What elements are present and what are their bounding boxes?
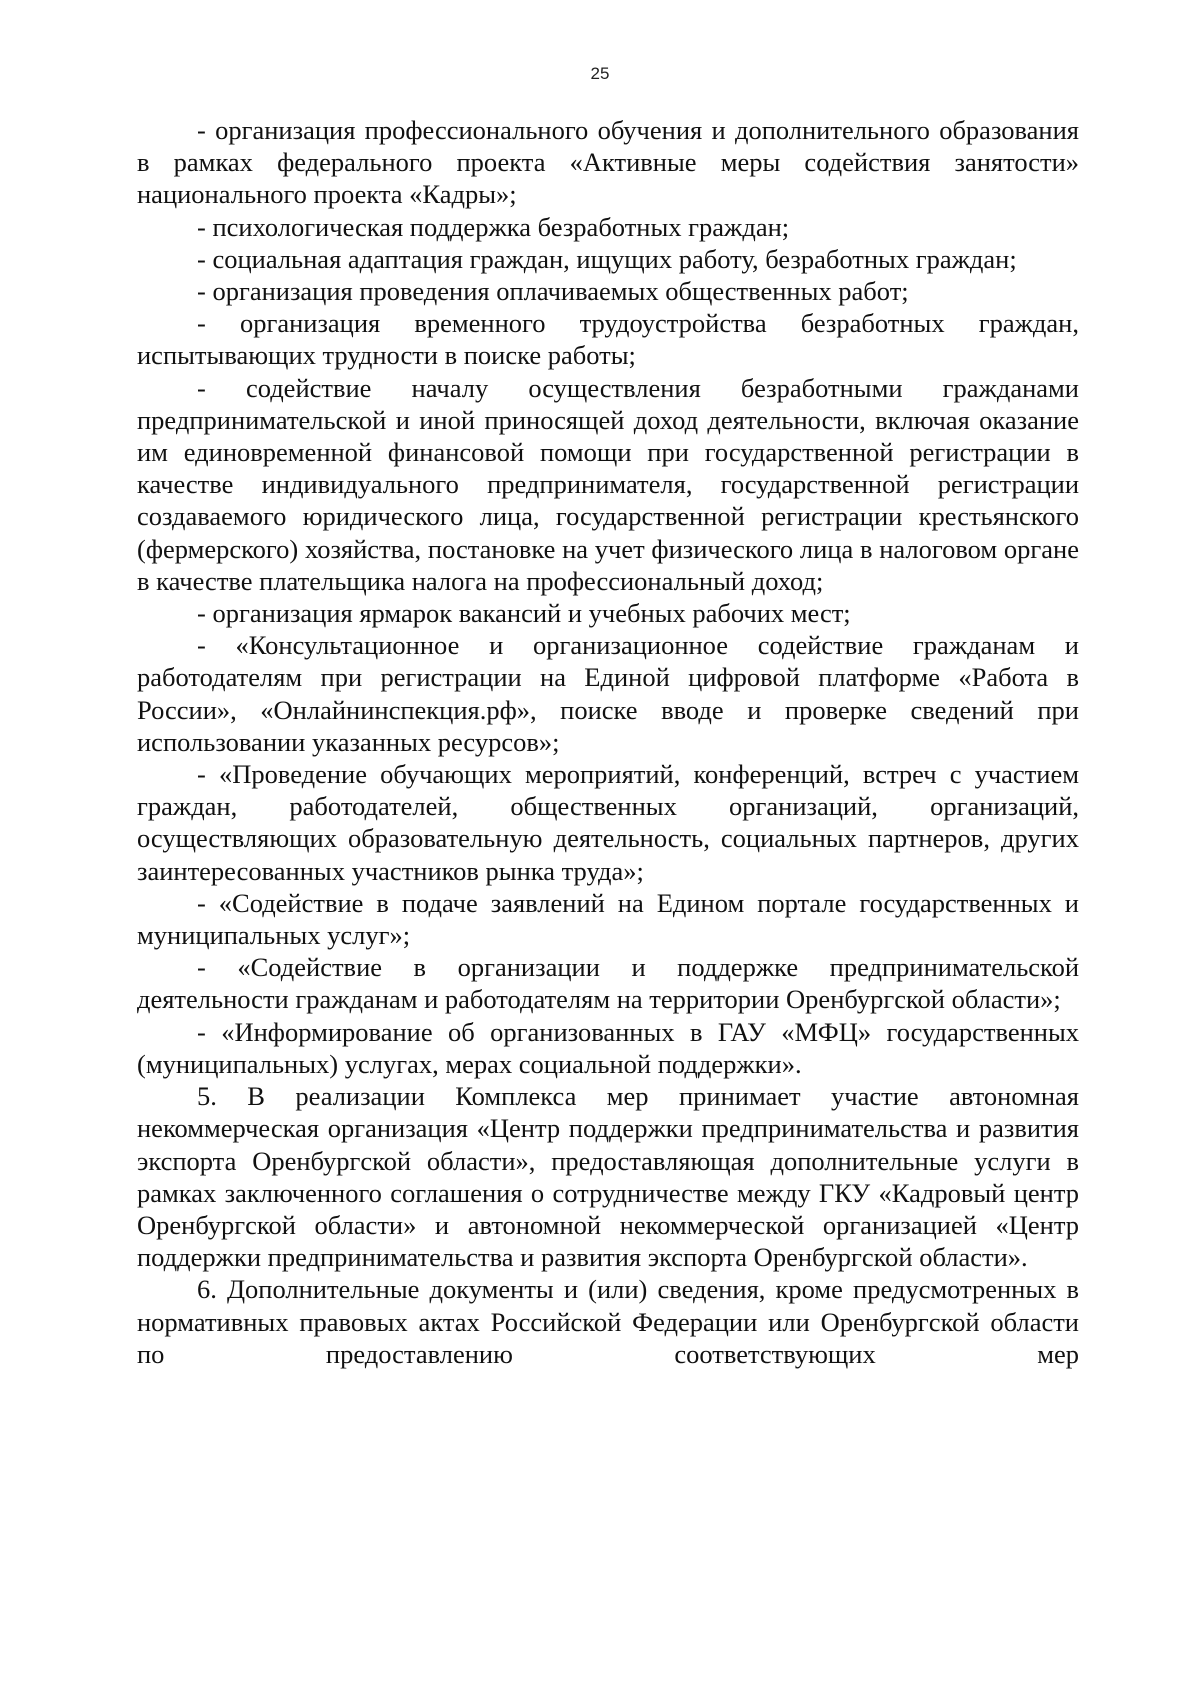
paragraph-public-works: - организация проведения оплачиваемых общественных работ; <box>197 276 909 307</box>
paragraph-public-services-portal: - «Содействие в подаче заявлений на Едином портале государственных и муниципальных услуг»; <box>137 887 1079 951</box>
paragraph-social-adaptation: - социальная адаптация граждан, ищущих работу, безработных граждан; <box>197 243 1017 274</box>
paragraph-business-support: - «Содействие в организации и поддержке предпринимательской деятельности гражданам и работодателям на территории Оренбургской области»; <box>137 952 1079 1015</box>
page-number: 25 <box>590 64 610 83</box>
paragraph-temporary-employment: - организация временного трудоустройства безработных граждан, испытывающих трудности в поиске работы; <box>137 308 1079 371</box>
paragraph-training-events: - «Проведение обучающих мероприятий, конференций, встреч с участием граждан, работодателей, общественных организаций, организаций, осуществляющих образовательную деятельность, социальных партнеров, других заинтересованных участников рынка труда»; <box>137 759 1079 886</box>
paragraph-item-5: 5. В реализации Комплекса мер принимает участие автономная некоммерческая организация «Центр поддержки предпринимательства и развития экспорта Оренбургской области», предоставляющая дополнительные услуги в рамках заключенного соглашения о сотрудничестве между ГКУ «Кадровый центр Оренбургской области» и автономной некоммерческой организацией «Центр поддержки предпринимательства и развития экспорта Оренбургской области». <box>137 1081 1079 1273</box>
paragraph-psychological-support: - психологическая поддержка безработных граждан; <box>197 211 790 242</box>
paragraph-entrepreneurship-assistance: - содействие началу осуществления безработными гражданами предпринимательской и иной приносящей доход деятельности, включая оказание им единовременной финансовой помощи при государственной регистрации в качестве индивидуального предпринимателя, государственной регистрации создаваемого юридического лица, государственной регистрации крестьянского (фермерского) хозяйства, постановке на учет физического лица в налоговом органе в качестве плательщика налога на профессиональный доход; <box>137 372 1079 596</box>
paragraph-job-fairs: - организация ярмарок вакансий и учебных рабочих мест; <box>197 598 851 629</box>
paragraph-platform-consulting: - «Консультационное и организационное содействие гражданам и работодателям при регистрации на Единой цифровой платформе «Работа в России», «Онлайнинспекция.рф», поиске вводе и проверке сведений при использовании указанных ресурсов»; <box>137 630 1079 757</box>
body-text <box>137 114 1079 1370</box>
paragraph-item-6: 6. Дополнительные документы и (или) сведения, кроме предусмотренных в нормативных правовых актах Российской Федерации или Оренбургской области по предоставлению соответствующих мер <box>137 1274 1079 1369</box>
paragraph-mfc-information: - «Информирование об организованных в ГАУ «МФЦ» государственных (муниципальных) услугах, мерах социальной поддержки». <box>137 1016 1079 1079</box>
paragraph-vocational-training: - организация профессионального обучения и дополнительного образования в рамках федерального проекта «Активные меры содействия занятости» национального проекта «Кадры»; <box>137 115 1079 210</box>
